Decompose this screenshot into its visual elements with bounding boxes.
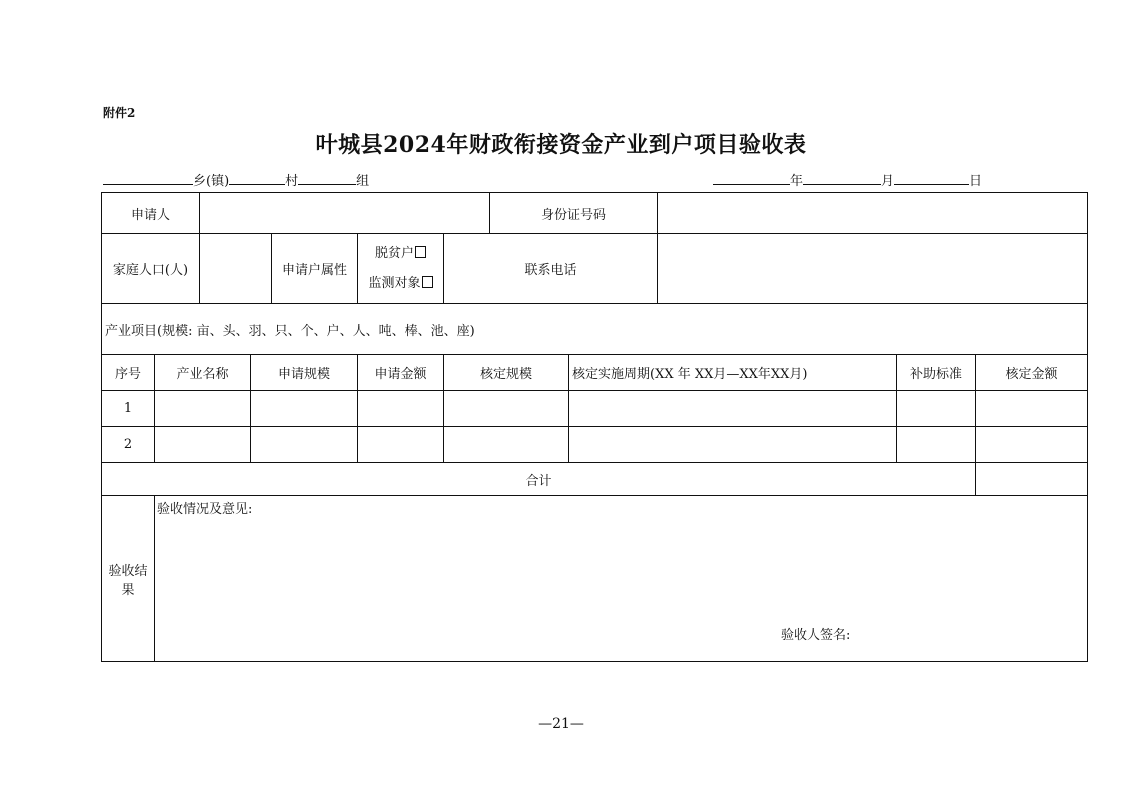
cell-subsidy-standard[interactable] <box>897 391 976 427</box>
month-blank[interactable] <box>803 171 881 185</box>
total-label: 合计 <box>102 463 976 496</box>
household-row <box>102 234 1088 304</box>
date-line <box>713 170 982 189</box>
col-apply-amount: 申请金额 <box>358 355 444 391</box>
cell-approved-scale[interactable] <box>444 391 569 427</box>
table-row <box>102 427 1088 463</box>
cell-apply-amount[interactable] <box>358 427 444 463</box>
applicant-row <box>102 193 1088 234</box>
col-period: 核定实施周期(XX 年 XX月—XX年XX月) <box>569 355 897 391</box>
row-number: 1 <box>102 391 155 427</box>
option-monitored[interactable] <box>358 269 443 299</box>
cell-approved-amount[interactable] <box>976 427 1088 463</box>
village-blank[interactable] <box>229 171 285 185</box>
checkbox-monitored[interactable] <box>422 276 433 288</box>
month-label: 月 <box>881 174 895 189</box>
village-label: 村 <box>285 174 299 189</box>
checkbox-poverty-exit[interactable] <box>415 246 426 258</box>
opinion-label: 验收情况及意见: <box>157 502 253 517</box>
day-label: 日 <box>969 174 983 189</box>
attachment-label: 附件2 <box>103 106 136 120</box>
group-label: 组 <box>356 174 370 189</box>
page-title: 叶城县2024年财政衔接资金产业到户项目验收表 <box>315 132 807 158</box>
table-row <box>102 391 1088 427</box>
signature-label: 验收人签名: <box>781 628 851 643</box>
result-row <box>102 496 1088 662</box>
group-blank[interactable] <box>298 171 356 185</box>
phone-label: 联系电话 <box>444 234 658 304</box>
option-poverty-exit-label: 脱贫户 <box>375 245 415 261</box>
year-label: 年 <box>790 174 804 189</box>
row-number: 2 <box>102 427 155 463</box>
household-type-options <box>358 234 444 304</box>
cell-subsidy-standard[interactable] <box>897 427 976 463</box>
col-subsidy-standard: 补助标准 <box>897 355 976 391</box>
total-row <box>102 463 1088 496</box>
cell-apply-scale[interactable] <box>251 427 358 463</box>
col-approved-amount: 核定金额 <box>976 355 1088 391</box>
col-no: 序号 <box>102 355 155 391</box>
cell-period[interactable] <box>569 427 897 463</box>
option-monitored-label: 监测对象 <box>368 275 421 291</box>
result-label: 验收结果 <box>102 496 155 662</box>
result-opinion-area[interactable] <box>155 496 1088 662</box>
phone-field[interactable] <box>658 234 1088 304</box>
industry-project-label[interactable]: 产业项目(规模: 亩、头、羽、只、个、户、人、吨、棒、池、座) <box>102 304 1088 355</box>
cell-apply-amount[interactable] <box>358 391 444 427</box>
year-blank[interactable] <box>713 171 790 185</box>
cell-approved-amount[interactable] <box>976 391 1088 427</box>
cell-industry-name[interactable] <box>155 427 251 463</box>
cell-apply-scale[interactable] <box>251 391 358 427</box>
id-field[interactable] <box>658 193 1088 234</box>
col-apply-scale: 申请规模 <box>251 355 358 391</box>
day-blank[interactable] <box>894 171 969 185</box>
option-poverty-exit[interactable] <box>358 239 443 269</box>
cell-industry-name[interactable] <box>155 391 251 427</box>
applicant-label: 申请人 <box>102 193 200 234</box>
family-size-field[interactable] <box>200 234 272 304</box>
township-label: 乡(镇) <box>193 174 230 189</box>
applicant-field[interactable] <box>200 193 490 234</box>
col-approved-scale: 核定规模 <box>444 355 569 391</box>
family-size-label: 家庭人口(人) <box>102 234 200 304</box>
industry-row <box>102 304 1088 355</box>
id-label: 身份证号码 <box>490 193 658 234</box>
column-header-row <box>102 355 1088 391</box>
total-amount-field[interactable] <box>976 463 1088 496</box>
col-industry-name: 产业名称 <box>155 355 251 391</box>
page-number: —21— <box>538 716 584 732</box>
cell-approved-scale[interactable] <box>444 427 569 463</box>
cell-period[interactable] <box>569 391 897 427</box>
acceptance-form <box>101 192 1088 662</box>
address-line <box>103 170 369 189</box>
township-blank[interactable] <box>103 171 193 185</box>
household-type-label: 申请户属性 <box>272 234 358 304</box>
